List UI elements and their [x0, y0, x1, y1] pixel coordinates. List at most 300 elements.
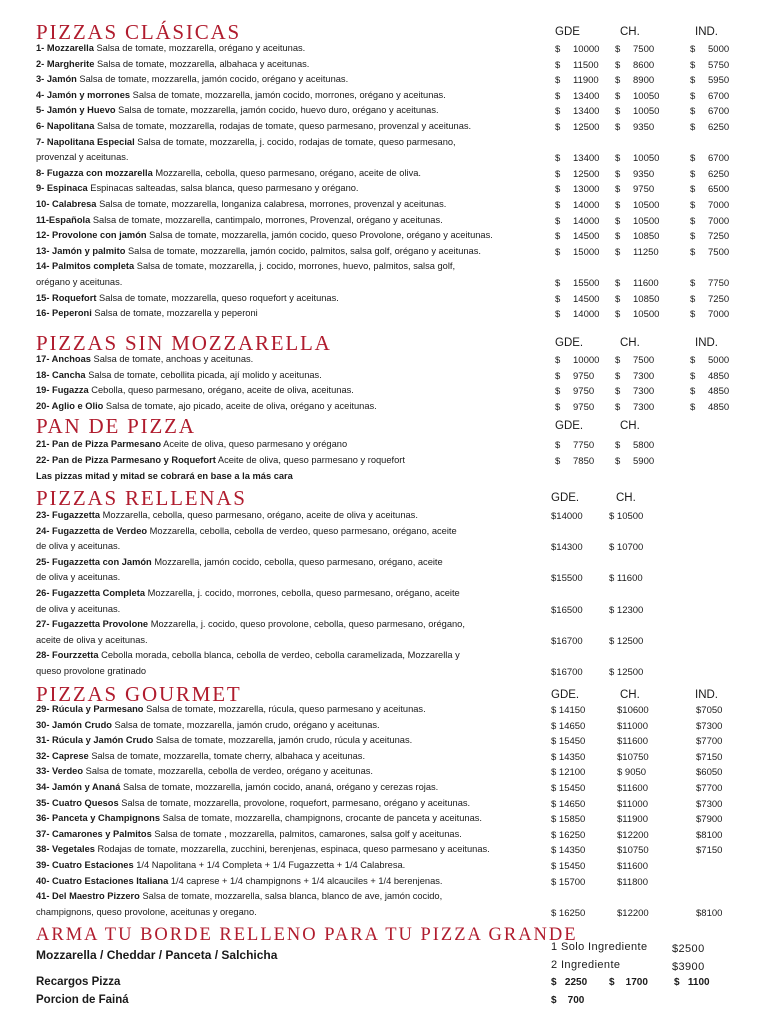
price-ind: $7700: [696, 736, 723, 748]
price-value: 6500: [708, 184, 730, 196]
price-gde: [555, 185, 599, 195]
price-ch: [615, 154, 659, 164]
price-ind: $7900: [696, 814, 723, 826]
price-value: 15500: [573, 278, 600, 289]
menu-item: [36, 247, 551, 256]
column-header: GDE: [555, 26, 580, 38]
item-name: 28- Fourzzetta: [36, 651, 99, 661]
item-name: 29- Rúcula y Parmesano: [36, 705, 144, 714]
price-value: 9750: [633, 184, 655, 196]
item-name: 18- Cancha: [36, 370, 86, 380]
price-value: 5800: [633, 440, 655, 451]
price-value: 9750: [573, 401, 595, 413]
currency-symbol: $: [690, 231, 696, 243]
price-ch: [615, 185, 654, 195]
price-value: 6700: [708, 90, 730, 102]
price-value: 10850: [633, 231, 660, 243]
menu-item: [36, 75, 551, 84]
item-description: Salsa de tomate, mozzarella, jamón crudo, rúcula y aceitunas.: [155, 736, 413, 746]
item-description: Rodajas de tomate, mozzarella, zucchini, berenjenas, espinaca, queso parmesano y aceitunas.: [97, 845, 490, 855]
price-ch: [615, 403, 654, 413]
item-name: 11-Española: [36, 215, 91, 225]
price-ind: $8100: [696, 829, 723, 841]
price-ch: [615, 92, 659, 102]
item-description-cont: de oliva y aceitunas.: [36, 604, 121, 614]
price-ind: [690, 170, 729, 180]
currency-symbol: $: [615, 355, 621, 366]
price-ind: $8100: [696, 907, 723, 919]
currency-symbol: $: [555, 293, 561, 305]
item-name: 39- Cuatro Estaciones: [36, 861, 134, 870]
price-gde: [555, 441, 594, 451]
item-description: Salsa de tomate, mozzarella, longaniza calabresa, morrones, provenzal y aceitunas.: [99, 200, 447, 209]
price-value: 10050: [633, 153, 660, 165]
currency-symbol: $: [615, 168, 621, 180]
menu-item: [36, 231, 551, 240]
item-name: 34- Jamón y Ananá: [36, 783, 121, 792]
menu-item: [36, 830, 551, 839]
item-description-cont: orégano y aceitunas.: [36, 278, 123, 287]
currency-symbol: $: [615, 440, 621, 451]
price-ch: $10750: [617, 751, 649, 763]
item-description: 1/4 caprese + 1/4 champignons + 1/4 alcauciles + 1/4 berenjenas.: [170, 876, 443, 886]
item-description: Salsa de tomate, mozzarella, jamón cocido, morrones, orégano y aceitunas.: [132, 90, 446, 100]
price-value: 5750: [708, 59, 730, 71]
price-ind: [690, 45, 729, 55]
item-name: 41- Del Maestro Pizzero: [36, 892, 140, 902]
price-value: 7500: [633, 44, 655, 55]
menu-item: [36, 262, 551, 271]
currency-symbol: $: [555, 106, 561, 118]
item-name: 26- Fugazzetta Completa: [36, 589, 145, 598]
price-gde: $16500: [551, 604, 583, 616]
price-ch: $12200: [617, 829, 649, 841]
price-value: 11250: [633, 246, 659, 258]
currency-symbol: $: [615, 401, 621, 413]
currency-symbol: $: [690, 106, 696, 118]
item-description-cont: queso provolone gratinado: [36, 667, 147, 676]
item-description: Salsa de tomate, mozzarella, salsa blanca, blanco de ave, jamón cocido,: [142, 892, 443, 902]
item-name: 16- Peperoni: [36, 309, 92, 319]
item-description: Salsa de tomate, ajo picado, aceite de oliva, orégano y aceitunas.: [105, 401, 377, 411]
price-ind: $7300: [696, 720, 723, 732]
price-ind: [690, 310, 729, 320]
item-description-cont: de oliva y aceitunas.: [36, 542, 121, 552]
price-ind: $6050: [696, 767, 723, 779]
price-gde: [555, 92, 599, 102]
currency-symbol: $: [555, 386, 561, 398]
column-header: GDE.: [551, 689, 580, 701]
currency-symbol: $: [690, 246, 696, 258]
menu-item: [36, 783, 551, 792]
item-description: Salsa de tomate, mozzarella y peperoni: [94, 309, 258, 319]
price-value: 6250: [708, 168, 730, 180]
column-header: CH.: [620, 689, 640, 701]
item-name: 32- Caprese: [36, 751, 89, 761]
item-description: Salsa de tomate, mozzarella, jamón cocido, huevo duro, orégano y aceitunas.: [118, 106, 439, 116]
price-ind: $7050: [696, 705, 723, 716]
price-ind: [690, 356, 729, 366]
section-title-pan: PAN DE PIZZA: [36, 414, 196, 438]
price-value: 7000: [708, 200, 730, 211]
price-ind: $7300: [696, 798, 723, 810]
price-gde: $ 14350: [551, 751, 586, 763]
price-ind: [690, 107, 729, 117]
menu-item: [36, 122, 551, 131]
item-name: 20- Aglio e Olio: [36, 401, 104, 411]
extra-price: $ 1700: [609, 977, 648, 988]
menu-item: [36, 184, 551, 193]
item-name: 40- Cuatro Estaciones Italiana: [36, 876, 169, 886]
item-name: 5- Jamón y Huevo: [36, 106, 116, 116]
currency-symbol: $: [555, 309, 561, 321]
price-gde: $ 12100: [551, 767, 586, 779]
currency-symbol: $: [555, 370, 561, 382]
item-name: 7- Napolitana Especial: [36, 137, 135, 147]
price-value: 10000: [573, 44, 600, 55]
price-gde: [555, 107, 599, 117]
item-name: 24- Fugazzetta de Verdeo: [36, 526, 148, 536]
price-value: 13400: [573, 153, 600, 165]
item-name: 1- Mozzarella: [36, 44, 94, 53]
price-ch: [615, 295, 659, 305]
price-ind: [690, 279, 729, 289]
menu-item: [36, 138, 551, 147]
menu-item: [36, 861, 551, 870]
menu-item: [36, 527, 551, 536]
price-value: 6700: [708, 153, 730, 165]
currency-symbol: $: [555, 44, 561, 55]
item-name: 30- Jamón Crudo: [36, 720, 112, 730]
currency-symbol: $: [615, 231, 621, 243]
price-ind: [690, 61, 729, 71]
price-gde: $14000: [551, 511, 583, 522]
borde-option-price: $3900: [672, 961, 705, 973]
currency-symbol: $: [555, 122, 561, 133]
price-ind: [690, 217, 729, 227]
item-description-cont: provenzal y aceitunas.: [36, 153, 129, 163]
item-description: Salsa de tomate, mozzarella, rúcula, queso parmesano y aceitunas.: [146, 705, 426, 714]
price-ind: [690, 248, 729, 258]
menu-item: [36, 216, 551, 225]
item-description: Salsa de tomate, cebollita picada, ají molido y aceitunas.: [88, 370, 322, 380]
price-value: 9350: [633, 122, 655, 133]
item-description-cont: de oliva y aceitunas.: [36, 573, 121, 583]
item-name: 25- Fugazzetta con Jamón: [36, 557, 152, 567]
price-value: 9750: [573, 370, 595, 382]
price-ind: $7150: [696, 845, 723, 857]
item-description-cont: aceite de oliva y aceitunas.: [36, 635, 148, 645]
price-value: 10000: [573, 355, 600, 366]
item-name: 4- Jamón y morrones: [36, 90, 131, 100]
price-value: 10850: [633, 293, 660, 305]
menu-item: [36, 60, 551, 69]
menu-item: [36, 752, 551, 761]
currency-symbol: $: [555, 246, 561, 258]
price-ch: $11900: [617, 814, 648, 826]
item-name: 27- Fugazzetta Provolone: [36, 620, 149, 630]
extra-label: Recargos Pizza: [36, 976, 121, 988]
menu-item: [36, 440, 551, 449]
currency-symbol: $: [615, 44, 621, 55]
item-name: 3- Jamón: [36, 75, 77, 85]
price-ind: [690, 154, 729, 164]
price-value: 7500: [708, 246, 730, 258]
item-name: 37- Camarones y Palmitos: [36, 829, 152, 839]
item-description: Espinacas salteadas, salsa blanca, queso parmesano y orégano.: [90, 184, 359, 194]
price-ind: [690, 295, 729, 305]
price-ind: [690, 372, 729, 382]
item-description: Salsa de tomate, mozzarella, j. cocido, rodajas de tomate, queso parmesano,: [137, 137, 456, 147]
price-gde: [555, 295, 599, 305]
currency-symbol: $: [615, 386, 621, 398]
price-value: 14000: [573, 200, 600, 211]
currency-symbol: $: [690, 293, 696, 305]
currency-symbol: $: [615, 309, 621, 321]
item-name: 15- Roquefort: [36, 293, 97, 303]
menu-item: [36, 558, 551, 567]
price-gde: $ 14150: [551, 705, 586, 716]
borde-option-label: 1 Solo Ingrediente: [551, 941, 648, 953]
price-gde: $ 14350: [551, 845, 586, 857]
price-ch: [615, 170, 654, 180]
item-name: 17- Anchoas: [36, 355, 91, 364]
extra-label: Porcion de Fainá: [36, 994, 129, 1006]
currency-symbol: $: [690, 44, 696, 55]
price-ch: $11800: [617, 876, 648, 888]
price-gde: [555, 372, 594, 382]
price-gde: [555, 232, 599, 242]
item-description: Mozzarella, j. cocido, morrones, cebolla, queso parmesano, orégano, aceite: [147, 589, 460, 598]
price-gde: $ 15850: [551, 814, 586, 826]
price-value: 15000: [573, 246, 600, 258]
currency-symbol: $: [615, 75, 621, 87]
item-description: Cebolla morada, cebolla blanca, cebolla de verdeo, cebolla caramelizada, Mozzarella y: [101, 651, 460, 661]
item-description: Salsa de tomate, mozzarella, jamón cocido, ananá, orégano y cerezas rojas.: [122, 783, 439, 792]
price-value: 11600: [633, 278, 659, 289]
menu-item: [36, 106, 551, 115]
price-value: 10500: [633, 215, 660, 227]
price-gde: $14300: [551, 542, 583, 554]
item-name: 2- Margherite: [36, 59, 95, 69]
price-ch: $ 11600: [609, 573, 643, 585]
item-name: 13- Jamón y palmito: [36, 246, 126, 256]
price-gde: [555, 387, 594, 397]
menu-item: [36, 892, 551, 901]
currency-symbol: $: [690, 90, 696, 102]
item-name: 9- Espinaca: [36, 184, 88, 194]
item-description: Salsa de tomate, mozzarella, rodajas de tomate, queso parmesano, provenzal y aceitunas.: [96, 122, 472, 131]
price-value: 8900: [633, 75, 655, 87]
item-description: Salsa de tomate, mozzarella, albahaca y aceitunas.: [96, 59, 310, 69]
price-gde: [555, 403, 594, 413]
price-ch: $ 10700: [609, 542, 644, 554]
currency-symbol: $: [615, 370, 621, 382]
currency-symbol: $: [690, 122, 696, 133]
price-gde: $ 15450: [551, 861, 586, 872]
price-gde: $ 14650: [551, 798, 586, 810]
price-gde: $15500: [551, 573, 583, 585]
borde-option-price: $2500: [672, 943, 705, 955]
item-description-cont: champignons, queso provolone, aceitunas y oregano.: [36, 907, 257, 917]
price-ch: $ 12500: [609, 635, 644, 647]
currency-symbol: $: [690, 386, 696, 398]
currency-symbol: $: [555, 168, 561, 180]
price-ch: $11600: [617, 783, 648, 794]
currency-symbol: $: [555, 278, 561, 289]
menu-item: [36, 651, 551, 660]
price-gde: [555, 248, 599, 258]
item-description: Mozzarella, cebolla, cebolla de verdeo, queso parmesano, orégano, aceite: [149, 526, 457, 536]
item-name: 14- Palmitos completa: [36, 262, 135, 272]
item-description: Mozzarella, jamón cocido, cebolla, queso parmesano, orégano, aceite: [154, 557, 443, 567]
item-description: Salsa de tomate, mozzarella, cantimpalo, morrones, Provenzal, orégano y aceitunas.: [92, 215, 443, 225]
price-ind: [690, 76, 729, 86]
column-header: CH.: [620, 26, 640, 38]
price-ch: $ 10500: [609, 511, 644, 522]
extra-price: $ 700: [551, 995, 585, 1006]
borde-options: Mozzarella / Cheddar / Panceta / Salchicha: [36, 948, 278, 962]
item-description: Aceite de oliva, queso parmesano y orégano: [163, 440, 348, 449]
price-gde: $ 16250: [551, 907, 586, 919]
price-gde: [555, 217, 599, 227]
price-ch: $11000: [617, 720, 648, 732]
currency-symbol: $: [615, 184, 621, 196]
price-ind: $7700: [696, 783, 723, 794]
menu-item: [36, 355, 551, 364]
price-ch: [615, 372, 654, 382]
menu-item: [36, 371, 551, 380]
menu-item: [36, 705, 551, 714]
price-value: 7750: [573, 440, 595, 451]
price-value: 14000: [573, 309, 600, 321]
price-value: 6700: [708, 106, 730, 118]
menu-item: [36, 91, 551, 100]
price-value: 5000: [708, 355, 730, 366]
price-value: 13000: [573, 184, 600, 196]
price-value: 7000: [708, 215, 730, 227]
column-header: GDE.: [555, 420, 584, 432]
price-ch: $10600: [617, 705, 649, 716]
price-gde: $ 16250: [551, 829, 586, 841]
currency-symbol: $: [690, 168, 696, 180]
price-ch: [615, 45, 654, 55]
price-ch: [615, 232, 659, 242]
price-ch: $11600: [617, 861, 648, 872]
price-value: 5900: [633, 455, 655, 467]
section-title-sin_mozzarella: PIZZAS SIN MOZZARELLA: [36, 331, 332, 355]
menu-item: [36, 589, 551, 598]
currency-symbol: $: [615, 455, 621, 467]
item-name: 36- Panceta y Champignons: [36, 814, 160, 824]
price-gde: [555, 154, 599, 164]
item-description: Salsa de tomate, anchoas y aceitunas.: [93, 355, 254, 364]
item-name: 8- Fugazza con mozzarella: [36, 168, 153, 178]
currency-symbol: $: [690, 200, 696, 211]
price-value: 4850: [708, 401, 730, 413]
price-gde: [555, 457, 594, 467]
currency-symbol: $: [615, 106, 621, 118]
currency-symbol: $: [690, 355, 696, 366]
price-ch: $ 12500: [609, 667, 644, 678]
price-gde: [555, 356, 599, 366]
section-title-gourmet: PIZZAS GOURMET: [36, 682, 242, 706]
price-value: 6250: [708, 122, 730, 133]
item-name: 10- Calabresa: [36, 200, 97, 209]
item-name: 31- Rúcula y Jamón Crudo: [36, 736, 154, 746]
currency-symbol: $: [615, 90, 621, 102]
price-gde: $ 15700: [551, 876, 586, 888]
item-name: 19- Fugazza: [36, 386, 89, 396]
price-value: 14500: [573, 293, 600, 305]
currency-symbol: $: [690, 215, 696, 227]
item-description: Cebolla, queso parmesano, orégano, aceite de oliva, aceitunas.: [91, 386, 354, 396]
item-description: Salsa de tomate, mozzarella, provolone, roquefort, parmesano, orégano y aceitunas.: [121, 798, 471, 808]
item-name: 23- Fugazzetta: [36, 511, 101, 520]
item-name: 35- Cuatro Quesos: [36, 798, 119, 808]
price-gde: $ 14650: [551, 720, 586, 732]
item-name: 21- Pan de Pizza Parmesano: [36, 440, 162, 449]
currency-symbol: $: [555, 59, 561, 71]
menu-item: [36, 877, 551, 886]
item-name: 38- Vegetales: [36, 845, 95, 855]
item-description: Salsa de tomate, mozzarella, cebolla de verdeo, orégano y aceitunas.: [85, 767, 373, 777]
section-title-clasicas: PIZZAS CLÁSICAS: [36, 20, 241, 44]
currency-symbol: $: [555, 440, 561, 451]
price-ch: [615, 201, 659, 211]
currency-symbol: $: [555, 231, 561, 243]
price-value: 7850: [573, 455, 595, 467]
item-description: Salsa de tomate, mozzarella, j. cocido, morrones, huevo, palmitos, salsa golf,: [136, 262, 456, 272]
price-value: 5950: [708, 75, 730, 87]
borde-title: ARMA TU BORDE RELLENO PARA TU PIZZA GRANDE: [36, 925, 578, 945]
menu-item: [36, 44, 551, 53]
menu-item: [36, 309, 551, 318]
price-value: 7500: [633, 355, 655, 366]
price-ch: $11000: [617, 798, 648, 810]
column-header: CH.: [620, 420, 640, 432]
currency-symbol: $: [555, 90, 561, 102]
menu-item: [36, 845, 551, 854]
column-header: IND.: [695, 689, 718, 701]
price-gde: [555, 170, 599, 180]
menu-item: [36, 456, 551, 465]
price-gde: $ 15450: [551, 783, 586, 794]
currency-symbol: $: [555, 200, 561, 211]
currency-symbol: $: [555, 75, 561, 87]
column-header: GDE.: [555, 337, 584, 349]
price-value: 7000: [708, 309, 730, 321]
price-gde: [555, 310, 599, 320]
menu-item: [36, 620, 551, 629]
column-header: CH.: [616, 492, 636, 504]
price-value: 12500: [573, 122, 600, 133]
menu-item: [36, 200, 551, 209]
price-ind: [690, 92, 729, 102]
menu-item: [36, 294, 551, 303]
price-value: 7300: [633, 401, 655, 413]
item-name: 22- Pan de Pizza Parmesano y Roquefort: [36, 455, 216, 465]
item-description: Salsa de tomate, mozzarella, champignons, crocante de panceta y aceitunas.: [162, 814, 482, 824]
currency-symbol: $: [615, 200, 621, 211]
price-value: 9350: [633, 168, 655, 180]
price-ind: [690, 201, 729, 211]
currency-symbol: $: [615, 122, 621, 133]
menu-item: [36, 799, 551, 808]
price-value: 11900: [573, 75, 599, 87]
menu-item: [36, 721, 551, 730]
price-gde: [555, 76, 599, 86]
